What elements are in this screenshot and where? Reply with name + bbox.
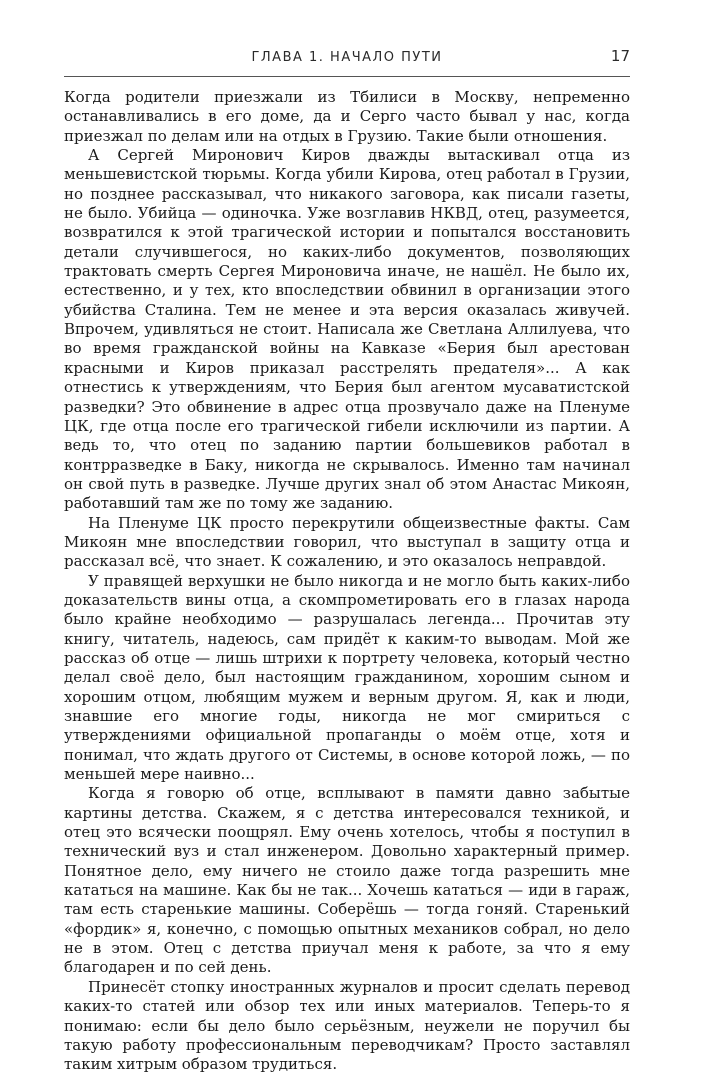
header-rule [64, 76, 630, 77]
running-head [64, 47, 630, 72]
paragraph: На Пленуме ЦК просто перекрутили общеизвестные факты. Сам Микоян мне впоследствии говорил, что выступал в защиту отца и рассказал всё, что знает. К сожалению, и это оказалось неправдой. [64, 513, 630, 571]
paragraph: А Сергей Миронович Киров дважды вытаскивал отца из меньшевистской тюрьмы. Когда убили Кирова, отец работал в Грузии, но позднее рассказывал, что никакого заговора, как писали газеты, не было. Убийца — одиночка. Уже возглавив НКВД, отец, разумеется, возвратился к этой трагической истории и попытался восстановить детали случившегося, но каких-либо документов, позволяющих трактовать смерть Сергея Мироновича иначе, не нашёл. Не было их, естественно, и у тех, кто впоследствии обвинил в организации этого убийства Сталина. Тем не менее и эта версия оказалась живучей. Впрочем, удивляться не стоит. Написала же Светлана Аллилуева, что во время гражданской войны на Кавказе «Берия был арестован красными и Киров приказал расстрелять предателя»... А как отнестись к утверждениям, что Берия был агентом мусаватистской разведки? Это обвинение в адрес отца прозвучало даже на Пленуме ЦК, где отца после его трагической гибели исключили из партии. А ведь то, что отец по заданию партии большевиков работал в контрразведке в Баку, никогда не скрывалось. Именно там начинал он свой путь в разведке. Лучше других знал об этом Анастас Микоян, работавший там же по тому же заданию. [64, 146, 630, 513]
paragraph: Когда родители приезжали из Тбилиси в Москву, непременно останавливались в его доме, да и Серго часто бывал у нас, когда приезжал по делам или на отдых в Грузию. Такие были отношения. [64, 88, 630, 145]
chapter-title: ГЛАВА 1. НАЧАЛО ПУТИ [251, 50, 443, 65]
paragraph: У правящей верхушки не было никогда и не могло быть каких-либо доказательств вины отца, а скомпрометировать его в глазах народа было крайне необходимо — разрушалась легенда... Прочитав эту книгу, читатель, надеюсь, сам придёт к каким-то выводам. Мой же рассказ об отце — лишь штрихи к портрету человека, который честно делал своё дело, был настоящим гражданином, хорошим сыном и хорошим отцом, любящим мужем и верным другом. Я, как и люди, знавшие его многие годы, никогда не мог смириться с утверждениями официальной пропаганды о моём отце, хотя и понимал, что ждать другого от Системы, в основе которой ложь, — по меньшей мере наивно... [64, 571, 630, 784]
page-number: 17 [610, 47, 630, 65]
body-text [64, 88, 630, 1075]
paragraph: Когда я говорю об отце, всплывают в памяти давно забытые картины детства. Скажем, я с детства интересовался техникой, и отец это всячески поощрял. Ему очень хотелось, чтобы я поступил в технический вуз и стал инженером. Довольно характерный пример. Понятное дело, ему ничего не стоило даже тогда разрешить мне кататься на машине. Как бы не так... Хочешь кататься — иди в гараж, там есть старенькие машины. Соберёшь — тогда гоняй. Старенький «фордик» я, конечно, с помощью опытных механиков собрал, но дело не в этом. Отец с детства приучал меня к работе, за что я ему благодарен и по сей день. [64, 784, 630, 977]
paragraph: Принесёт стопку иностранных журналов и просит сделать перевод каких-то статей или обзор тех или иных материалов. Теперь-то я понимаю: если бы дело было серьёзным, неужели не поручил бы такую работу профессиональным переводчикам? Просто заставлял таким хитрым образом трудиться. [64, 977, 630, 1074]
